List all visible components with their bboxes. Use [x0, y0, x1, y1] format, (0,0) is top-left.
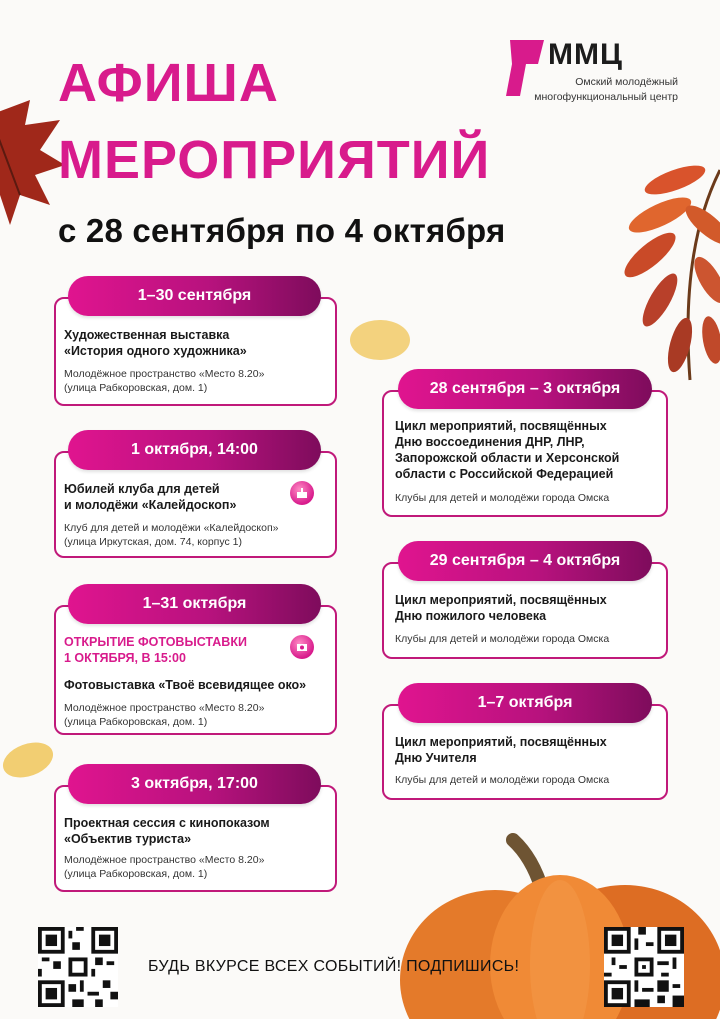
mmc-logo[interactable] [502, 38, 682, 108]
event-title: Художественная выставка «История одного художника» [64, 328, 247, 358]
event-place: Молодёжное пространство «Место 8.20» (улица Рабкоровская, дом. 1) [64, 702, 265, 728]
event-place: Клуб для детей и молодёжи «Калейдоскоп» (улица Иркутская, дом. 74, корпус 1) [64, 522, 279, 548]
event-title: Фотовыставка «Твоё всевидящее око» [64, 678, 307, 692]
event-date-pill: 1–7 октября [398, 683, 652, 723]
event-date-pill: 3 октября, 17:00 [68, 764, 321, 804]
event-place: Клубы для детей и молодёжи города Омска [395, 492, 610, 504]
subscribe-call-to-action: БУДЬ ВКУРСЕ ВСЕХ СОБЫТИЙ! ПОДПИШИСЬ! [148, 958, 520, 975]
vk-qr-icon[interactable] [38, 927, 118, 1007]
event-place: Молодёжное пространство «Место 8.20» (улица Рабкоровская, дом. 1) [64, 368, 265, 394]
page-title-line2: МЕРОПРИЯТИЙ [58, 130, 491, 190]
event-title: Юбилей клуба для детей и молодёжи «Калейдоскоп» [64, 482, 237, 512]
logo-abbr: ММЦ [548, 38, 623, 71]
event-date-pill: 28 сентября – 3 октября [398, 369, 652, 409]
event-place: Клубы для детей и молодёжи города Омска [395, 633, 610, 645]
cake-icon [290, 481, 314, 505]
event-date-pill: 1–30 сентября [68, 276, 321, 316]
event-title: Проектная сессия с кинопоказом «Объектив туриста» [64, 816, 270, 846]
event-date-pill: 1–31 октября [68, 584, 321, 624]
logo-subtitle-line1: Омский молодёжный [575, 76, 678, 88]
event-title: Цикл мероприятий, посвящённых Дню Учителя [395, 735, 607, 765]
event-title: Цикл мероприятий, посвящённых Дню воссоединения ДНР, ЛНР, Запорожской области и Херсонской области с Российской Федерацией [395, 419, 620, 481]
page-title-line1: АФИША [58, 53, 279, 113]
date-range: с 28 сентября по 4 октября [58, 212, 506, 249]
event-date-pill: 29 сентября – 4 октября [398, 541, 652, 581]
qr-code-icon[interactable] [604, 927, 684, 1007]
event-date-pill: 1 октября, 14:00 [68, 430, 321, 470]
event-place: Клубы для детей и молодёжи города Омска [395, 774, 610, 786]
event-opening-note: ОТКРЫТИЕ ФОТОВЫСТАВКИ 1 ОКТЯБРЯ, В 15:00 [64, 635, 247, 665]
photo-icon [290, 635, 314, 659]
event-title: Цикл мероприятий, посвящённых Дню пожилого человека [395, 593, 607, 623]
event-place: Молодёжное пространство «Место 8.20» (улица Рабкоровская, дом. 1) [64, 854, 265, 880]
logo-subtitle-line2: многофункциональный центр [534, 91, 678, 103]
autumn-rowan-leaves-icon [620, 150, 720, 390]
yellow-leaf-icon [345, 310, 415, 370]
logo-mark-icon [502, 38, 546, 98]
yellow-leaf-small-icon [0, 735, 60, 785]
